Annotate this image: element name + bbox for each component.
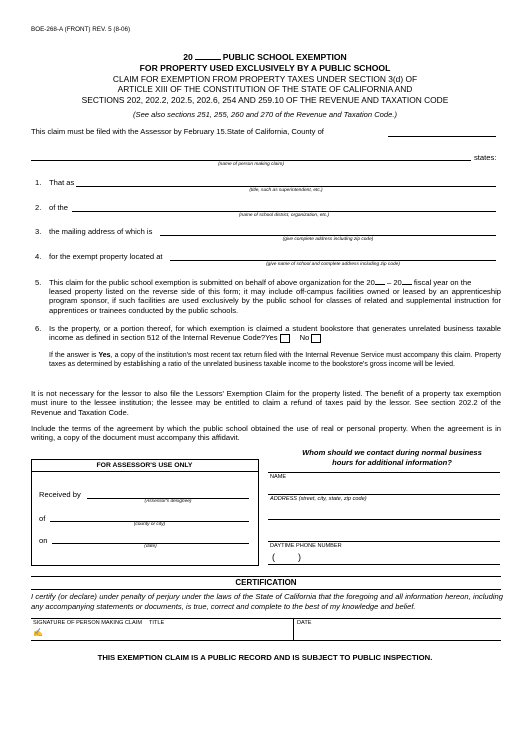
no-checkbox[interactable] <box>311 334 321 343</box>
assessor-box <box>31 459 259 566</box>
lessor-paragraph: It is not necessary for the lessor to also file the Lessors' Exemption Claim for the property listed. The benefit of a property tax exemption must inure to the lessee institution; the lessee may be entitled to claim a refund of taxes paid by the lessor. See section 202.2 of the Revenue and Taxation Code. <box>31 389 501 417</box>
q6-note <box>49 351 501 369</box>
q1-number: 1. <box>35 178 42 187</box>
certification-heading-rule <box>31 589 501 590</box>
q2-number: 2. <box>35 203 42 212</box>
certification-top-rule <box>31 576 501 577</box>
public-record-notice: THIS EXEMPTION CLAIM IS A PUBLIC RECORD AND IS SUBJECT TO PUBLIC INSPECTION. <box>97 653 433 662</box>
title-rest: PUBLIC SCHOOL EXEMPTION <box>222 52 347 62</box>
mailing-address-field[interactable] <box>160 235 496 236</box>
q2-text: of the <box>49 203 68 212</box>
q6-note-post: , a copy of the institution's most recent tax return filed with the Internal Revenue Service must accompany this claim. Property taxes as determined by establishing a ratio of the unrelated business taxable income to the bookstore's gross income will be levied. <box>49 352 501 369</box>
states-label: states: <box>474 153 497 162</box>
no-option <box>300 333 324 342</box>
agreement-paragraph: Include the terms of the agreement by which the public school obtained the use of real or personal property. When the agreement is in writing, a copy of the document must accompany this affidavit. <box>31 424 501 443</box>
mailing-address-caption: (give complete address including zip code) <box>282 237 374 242</box>
county-field[interactable] <box>388 136 496 137</box>
certification-statement: I certify (or declare) under penalty of perjury under the laws of the State of California that the foregoing and all information hereon, including any accompanying statements or documents, is true, correct and complete to the best of my knowledge and belief. <box>31 592 503 611</box>
subtitle-line1: CLAIM FOR EXEMPTION FROM PROPERTY TAXES UNDER SECTION 3(d) OF <box>112 74 418 84</box>
q4-text: for the exempt property located at <box>49 252 163 261</box>
q5-line1 <box>49 278 501 287</box>
received-by-label: Received by <box>39 490 81 499</box>
yes-checkbox[interactable] <box>280 334 290 343</box>
q3-number: 3. <box>35 227 42 236</box>
yes-option <box>265 333 291 342</box>
q6-text: Is the property, or a portion thereof, for which exemption is claimed a student bookstore that generates unrelated business taxable income as defined in section 512 of the Internal Revenue Code? <box>49 324 501 343</box>
assessor-box-divider <box>31 471 258 472</box>
q1-text: That as <box>49 178 75 187</box>
signature-date-label: DATE <box>297 620 312 626</box>
assessor-heading: FOR ASSESSOR'S USE ONLY <box>96 462 193 469</box>
contact-phone-field[interactable] <box>278 551 498 564</box>
claimant-name-field[interactable] <box>31 160 471 161</box>
q5-text-b: fiscal year on the <box>413 278 472 287</box>
claimant-name-caption: (name of person making claim) <box>218 162 284 167</box>
q5-text-c: leased property listed on the reverse side of this form; it may include off-campus facilities owned or leased by an apprenticeship program sponsor, if such facilities are used exclusively by the public school for classes of related and supplemental instruction for apprentices or trainees conducted by the public schools. <box>49 287 501 315</box>
yes-label: Yes <box>265 333 278 343</box>
phone-area-open: ( <box>272 552 275 562</box>
county-city-caption: (county or city) <box>133 522 166 527</box>
on-label: on <box>39 536 48 545</box>
contact-address-field[interactable] <box>268 503 500 541</box>
contact-heading-1: Whom should we contact during normal business <box>302 448 482 457</box>
signature-row-bottom-rule <box>31 640 501 641</box>
phone-area-close: ) <box>298 552 301 562</box>
title-caption: (title, such as superintendent, etc.) <box>249 188 323 193</box>
property-location-field[interactable] <box>170 260 496 261</box>
school-district-caption: (name of school district, organization, etc.) <box>238 213 330 218</box>
signature-field[interactable] <box>42 627 282 639</box>
school-district-field[interactable] <box>72 211 496 212</box>
q5-number: 5. <box>35 278 42 287</box>
contact-phone-rule <box>268 564 500 565</box>
signature-title-label: TITLE <box>149 620 165 626</box>
title-field[interactable] <box>76 186 496 187</box>
assessor-date-caption: (date) <box>144 544 157 549</box>
no-label: No <box>299 333 310 343</box>
q6-note-yes: Yes <box>98 352 111 359</box>
contact-address-label: ADDRESS (street, city, state, zip code) <box>270 496 367 502</box>
signature-date-divider <box>293 618 294 640</box>
certification-heading: CERTIFICATION <box>235 578 297 587</box>
contact-name-field[interactable] <box>268 480 500 494</box>
page-title <box>0 52 530 62</box>
q3-text: the mailing address of which is <box>49 227 153 236</box>
contact-heading-2: hours for additional information? <box>332 458 452 467</box>
q6-number: 6. <box>35 324 42 333</box>
contact-address-rule-2 <box>268 541 500 542</box>
q6-question <box>49 324 501 343</box>
contact-top-rule <box>268 472 500 473</box>
q5-dash: – 20 <box>387 278 402 287</box>
contact-name-rule <box>268 494 500 495</box>
contact-address-rule-1 <box>268 519 500 520</box>
property-location-caption: (give name of school and complete address including zip code) <box>266 262 400 267</box>
intro-text: This claim must be filed with the Assessor by February 15.State of California, County of <box>31 127 324 136</box>
q6-note-pre: If the answer is <box>49 352 99 359</box>
contact-phone-label: DAYTIME PHONE NUMBER <box>270 543 342 549</box>
of-label: of <box>39 514 46 523</box>
year-blank[interactable] <box>195 52 221 60</box>
q4-number: 4. <box>35 252 42 261</box>
subtitle-line3: SECTIONS 202, 202.2, 202.5, 202.6, 254 AND 259.10 OF THE REVENUE AND TAXATION CODE <box>81 95 449 105</box>
pen-icon: ✍ <box>33 628 43 637</box>
q5-text-a: This claim for the public school exemption is submitted on behalf of above organization for the 20 <box>49 278 375 287</box>
signature-date-field[interactable] <box>295 627 499 639</box>
fiscal-year-end-field[interactable] <box>402 278 412 285</box>
see-also-note: (See also sections 251, 255, 260 and 270 of the Revenue and Taxation Code.) <box>132 110 397 119</box>
received-by-caption: (Assessor's designee) <box>144 499 192 504</box>
signature-row-top-rule <box>31 618 501 619</box>
fiscal-year-start-field[interactable] <box>375 278 385 285</box>
signature-label: SIGNATURE OF PERSON MAKING CLAIM <box>33 620 142 626</box>
contact-name-label: NAME <box>270 474 287 480</box>
title-year: 20 <box>183 52 193 62</box>
title-line2: FOR PROPERTY USED EXCLUSIVELY BY A PUBLIC SCHOOL <box>139 63 391 73</box>
subtitle-line2: ARTICLE XIII OF THE CONSTITUTION OF THE STATE OF CALIFORNIA AND <box>117 84 413 94</box>
form-id: BOE-268-A (FRONT) REV. 5 (8-06) <box>31 26 131 33</box>
